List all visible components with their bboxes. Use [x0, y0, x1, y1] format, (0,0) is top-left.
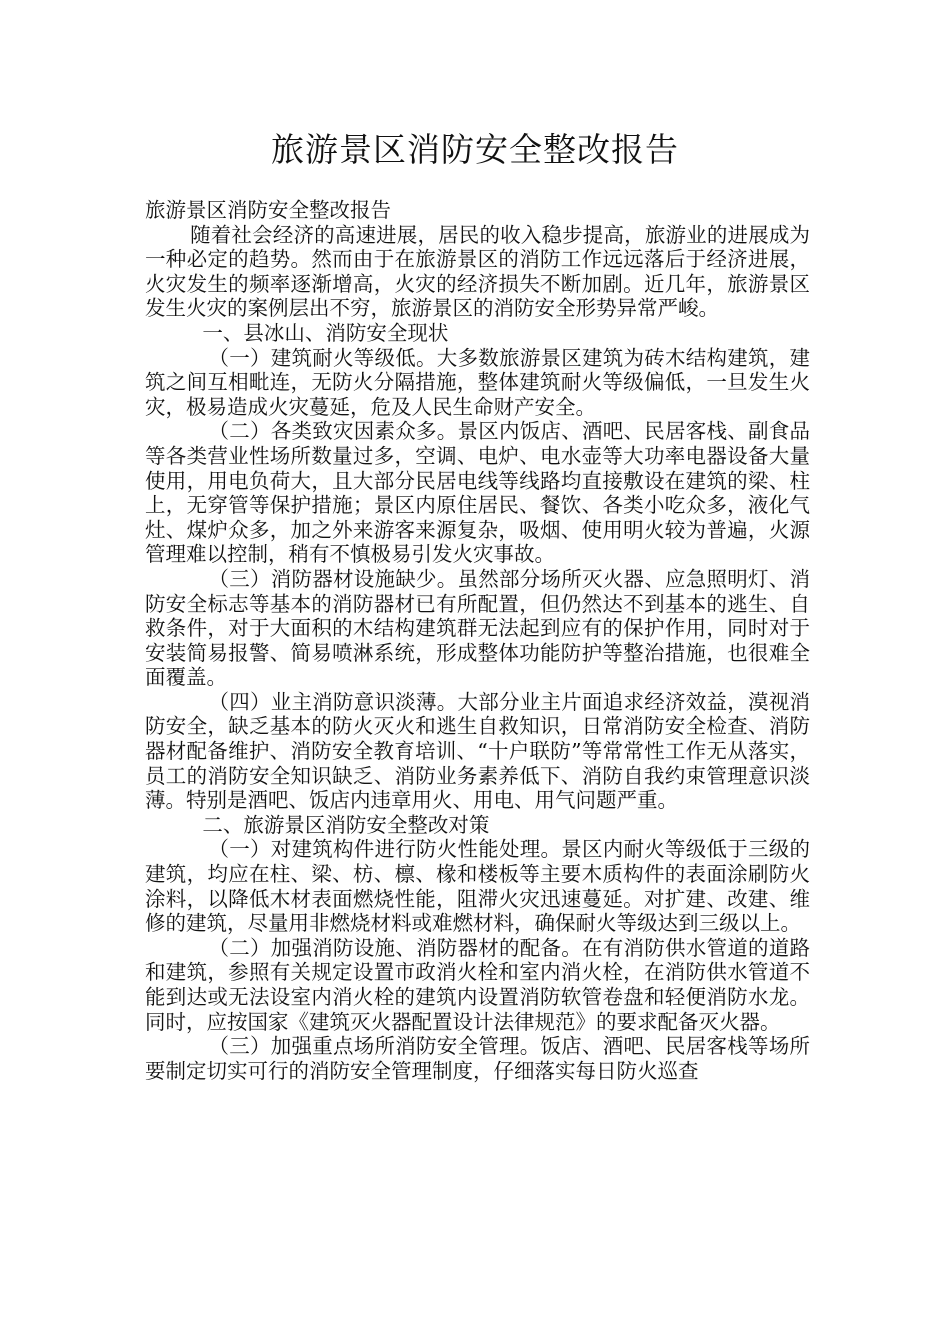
- status-item-2: （二）各类致灾因素众多。景区内饭店、酒吧、民居客栈、副食品等各类营业性场所数量过多，空调、电炉、电水壶等大功率电器设备大量使用，用电负荷大，且大部分民居电线等线路均直接敷设在建筑的梁、柱上，无穿管等保护措施；景区内原住居民、餐饮、各类小吃众多，液化气灶、煤炉众多，加之外来游客来源复杂，吸烟、使用明火较为普遍，火源管理难以控制，稍有不慎极易引发火灾事故。: [145, 419, 810, 567]
- document-subtitle: 旅游景区消防安全整改报告: [145, 198, 391, 222]
- countermeasure-item-3: （三）加强重点场所消防安全管理。饭店、酒吧、民居客栈等场所要制定切实可行的消防安全管理制度，仔细落实每日防火巡查: [145, 1034, 810, 1083]
- countermeasure-item-1: （一）对建筑构件进行防火性能处理。景区内耐火等级低于三级的建筑，均应在柱、梁、枋、檩、椽和楼板等主要木质构件的表面涂刷防火涂料，以降低木材表面燃烧性能，阻滞火灾迅速蔓延。对扩建、改建、维修的建筑，尽量用非燃烧材料或难燃材料，确保耐火等级达到三级以上。: [145, 837, 810, 936]
- intro-paragraph: 随着社会经济的高速进展，居民的收入稳步提高，旅游业的进展成为一种必定的趋势。然而由于在旅游景区的消防工作远远落后于经济进展，火灾发生的频率逐渐增高，火灾的经济损失不断加剧。近几年，旅游景区发生火灾的案例层出不穷，旅游景区的消防安全形势异常严峻。: [145, 222, 810, 321]
- document-body: [145, 198, 810, 1083]
- status-item-1: （一）建筑耐火等级低。大多数旅游景区建筑为砖木结构建筑，建筑之间互相毗连，无防火分隔措施，整体建筑耐火等级偏低，一旦发生火灾，极易造成火灾蔓延，危及人民生命财产安全。: [145, 345, 810, 419]
- status-item-3: （三）消防器材设施缺少。虽然部分场所灭火器、应急照明灯、消防安全标志等基本的消防器材已有所配置，但仍然达不到基本的逃生、自救条件，对于大面积的木结构建筑群无法起到应有的保护作用，同时对于安装简易报警、简易喷淋系统，形成整体功能防护等整治措施，也很难全面覆盖。: [145, 566, 810, 690]
- countermeasure-item-2: （二）加强消防设施、消防器材的配备。在有消防供水管道的道路和建筑，参照有关规定设置市政消火栓和室内消火栓，在消防供水管道不能到达或无法设室内消火栓的建筑内设置消防软管卷盘和轻便消防水龙。同时，应按国家《建筑灭火器配置设计法律规范》的要求配备灭火器。: [145, 935, 810, 1034]
- section-heading-countermeasures: 二、旅游景区消防安全整改对策: [202, 812, 490, 837]
- document-title: 旅游景区消防安全整改报告: [271, 130, 679, 169]
- section-heading-current-status: 一、县冰山、消防安全现状: [202, 320, 449, 345]
- status-item-4: （四）业主消防意识淡薄。大部分业主片面追求经济效益，漠视消防安全，缺乏基本的防火灭火和逃生自救知识，日常消防安全检查、消防器材配备维护、消防安全教育培训、“十户联防”等常常性工作无从落实，员工的消防安全知识缺乏、消防业务素养低下、消防自我约束管理意识淡薄。特别是酒吧、饭店内违章用火、用电、用气问题严重。: [145, 689, 810, 813]
